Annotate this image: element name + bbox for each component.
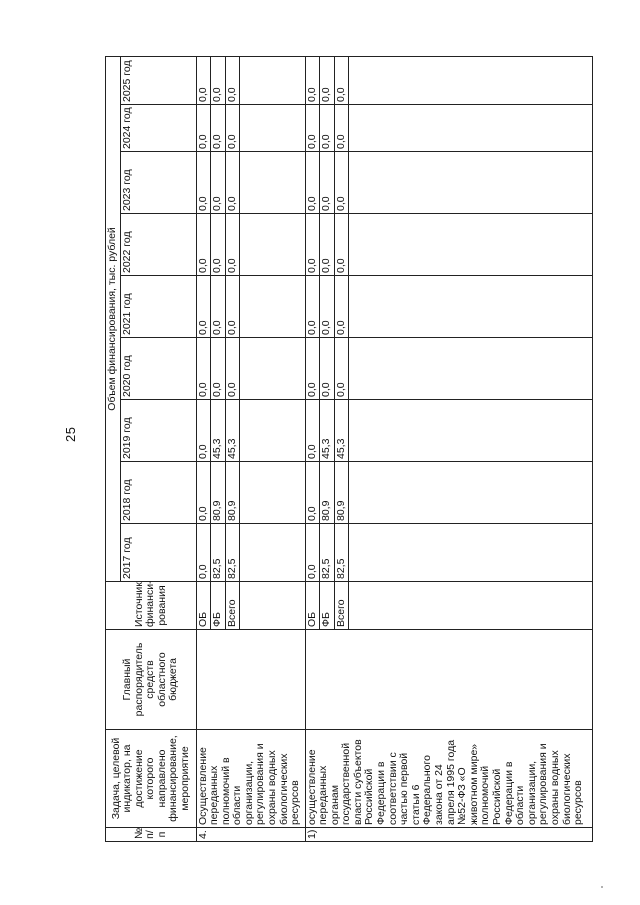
source-cell: Всего xyxy=(334,582,349,630)
source-cell: ФБ xyxy=(211,582,226,630)
header-distributor: Главный распорядитель средств областного бюджета xyxy=(106,630,197,730)
header-year: 2024 год xyxy=(120,105,196,152)
value-cell: 80,9 xyxy=(211,462,226,524)
value-cell: 0,0 xyxy=(225,276,240,338)
header-task: Задача, целевой индикатор, на достижение которого направлено финансирование, мероприятие xyxy=(106,730,197,828)
header-year: 2025 год xyxy=(120,56,196,104)
source-cell: Всего xyxy=(225,582,240,630)
value-cell: 0,0 xyxy=(320,338,335,400)
header-year: 2020 год xyxy=(120,338,196,400)
empty-cell xyxy=(240,56,306,104)
empty-cell xyxy=(349,582,593,630)
value-cell: 0,0 xyxy=(305,105,320,152)
distributor-cell xyxy=(196,630,305,730)
value-cell: 0,0 xyxy=(211,56,226,104)
empty-cell xyxy=(240,524,306,582)
value-cell: 0,0 xyxy=(305,524,320,582)
header-year: 2017 год xyxy=(120,524,196,582)
value-cell: 0,0 xyxy=(211,105,226,152)
task-description: Осуществление переданных полномочий в области организации, регулирования и охраны водных биологических ресурсов xyxy=(196,730,305,828)
value-cell: 0,0 xyxy=(334,214,349,276)
value-cell: 45,3 xyxy=(211,400,226,462)
value-cell: 0,0 xyxy=(211,338,226,400)
value-cell: 82,5 xyxy=(211,524,226,582)
value-cell: 0,0 xyxy=(225,152,240,214)
value-cell: 80,9 xyxy=(225,462,240,524)
value-cell: 0,0 xyxy=(196,524,211,582)
value-cell: 0,0 xyxy=(334,105,349,152)
value-cell: 45,3 xyxy=(320,400,335,462)
row-number: 1) xyxy=(305,828,592,842)
value-cell: 0,0 xyxy=(305,214,320,276)
group-row xyxy=(196,56,211,841)
value-cell: 0,0 xyxy=(196,462,211,524)
header-year: 2019 год xyxy=(120,400,196,462)
empty-cell xyxy=(349,338,593,400)
value-cell: 0,0 xyxy=(305,462,320,524)
empty-cell xyxy=(240,338,306,400)
row-number: 4. xyxy=(196,828,305,842)
empty-cell xyxy=(240,105,306,152)
rotated-table-container xyxy=(105,57,593,842)
value-cell: 0,0 xyxy=(211,152,226,214)
source-cell: ОБ xyxy=(305,582,320,630)
header-year: 2022 год xyxy=(120,214,196,276)
value-cell: 0,0 xyxy=(196,276,211,338)
value-cell: 0,0 xyxy=(320,152,335,214)
empty-cell xyxy=(349,105,593,152)
value-cell: 0,0 xyxy=(196,56,211,104)
value-cell: 0,0 xyxy=(334,276,349,338)
value-cell: 0,0 xyxy=(305,152,320,214)
distributor-cell xyxy=(305,630,592,730)
header-volume: Объем финансирования, тыс. рублей xyxy=(106,56,121,581)
value-cell: 0,0 xyxy=(305,400,320,462)
value-cell: 0,0 xyxy=(225,338,240,400)
value-cell: 0,0 xyxy=(211,276,226,338)
task-description: осуществление переданных органам государственной власти субъектов Российской Федерации в соответствии с частью первой статьи 6 Федерального закона от 24 апреля 1995 года №52-ФЗ «О животном мире» полномочий Российской Федерации в области организации, регулирования и охраны водных биологических ресурсов xyxy=(305,730,592,828)
value-cell: 80,9 xyxy=(334,462,349,524)
value-cell: 0,0 xyxy=(320,56,335,104)
source-cell: ОБ xyxy=(196,582,211,630)
value-cell: 82,5 xyxy=(320,524,335,582)
value-cell: 0,0 xyxy=(305,56,320,104)
empty-cell xyxy=(349,400,593,462)
empty-cell xyxy=(349,524,593,582)
value-cell: 0,0 xyxy=(334,56,349,104)
empty-cell xyxy=(349,214,593,276)
empty-cell xyxy=(240,152,306,214)
value-cell: 0,0 xyxy=(334,338,349,400)
value-cell: 0,0 xyxy=(320,276,335,338)
group-row xyxy=(305,56,320,841)
empty-cell xyxy=(349,56,593,104)
source-cell: ФБ xyxy=(320,582,335,630)
header-year: 2018 год xyxy=(120,462,196,524)
header-year: 2021 год xyxy=(120,276,196,338)
value-cell: 45,3 xyxy=(334,400,349,462)
value-cell: 0,0 xyxy=(196,338,211,400)
scan-speck xyxy=(601,886,603,888)
value-cell: 0,0 xyxy=(225,56,240,104)
value-cell: 0,0 xyxy=(225,105,240,152)
empty-cell xyxy=(240,214,306,276)
empty-cell xyxy=(240,462,306,524)
value-cell: 0,0 xyxy=(225,214,240,276)
value-cell: 0,0 xyxy=(196,214,211,276)
header-num: № п/п xyxy=(106,828,197,842)
empty-cell xyxy=(349,152,593,214)
value-cell: 0,0 xyxy=(320,214,335,276)
value-cell: 0,0 xyxy=(196,400,211,462)
value-cell: 0,0 xyxy=(196,105,211,152)
value-cell: 0,0 xyxy=(305,338,320,400)
header-source: Источник финанси-рования xyxy=(106,582,197,630)
value-cell: 0,0 xyxy=(320,105,335,152)
value-cell: 0,0 xyxy=(196,152,211,214)
empty-cell xyxy=(240,582,306,630)
header-year: 2023 год xyxy=(120,152,196,214)
value-cell: 0,0 xyxy=(334,152,349,214)
empty-cell xyxy=(240,400,306,462)
empty-cell xyxy=(349,276,593,338)
value-cell: 0,0 xyxy=(211,214,226,276)
value-cell: 82,5 xyxy=(225,524,240,582)
empty-cell xyxy=(240,276,306,338)
empty-cell xyxy=(349,462,593,524)
value-cell: 80,9 xyxy=(320,462,335,524)
value-cell: 0,0 xyxy=(305,276,320,338)
financing-table xyxy=(105,56,593,842)
value-cell: 82,5 xyxy=(334,524,349,582)
page-number: 25 xyxy=(63,426,78,442)
value-cell: 45,3 xyxy=(225,400,240,462)
